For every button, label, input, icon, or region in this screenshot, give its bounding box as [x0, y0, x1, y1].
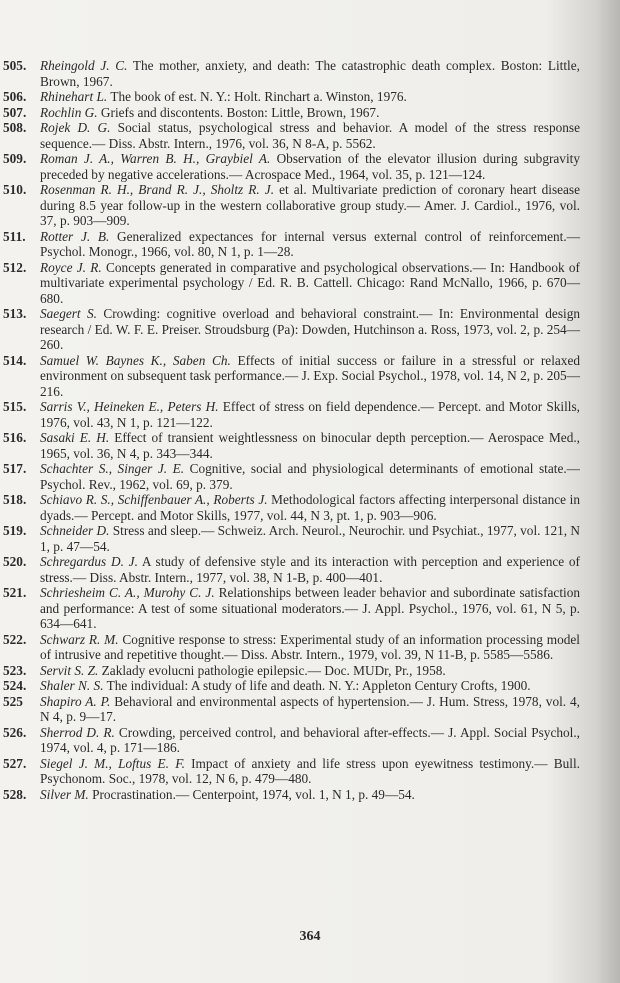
reference-text: Crowding: cognitive overload and behavioral constraint.— In: Environmental design research / Ed. W. F. E. Preiser. Stroudsburg (Pa): Dowden, Hutchinson a. Ross, 1973, vol. 2, p. 254—260. — [40, 306, 580, 352]
reference-entry — [0, 694, 620, 725]
reference-entry — [0, 678, 620, 694]
reference-author: Schachter S., Singer J. E. — [40, 461, 185, 476]
reference-number: 527. — [3, 755, 27, 771]
reference-entry — [0, 632, 620, 663]
reference-entry — [0, 229, 620, 260]
reference-entry — [0, 492, 620, 523]
reference-entry — [0, 399, 620, 430]
reference-text: Cognitive response to stress: Experimental study of an information processing model of intrusive and repetitive thought.— Diss. Abstr. Intern., 1979, vol. 39, N 11-B, p. 5585—5586. — [40, 631, 581, 662]
reference-author: Sasaki E. H. — [40, 430, 110, 445]
reference-author: Shaler N. S. — [40, 678, 104, 693]
reference-number: 512. — [3, 259, 27, 275]
reference-text: Impact of anxiety and life stress upon eyewitness testimony.— Bull. Psychonom. Soc., 1978, vol. 12, N 6, p. 479—480. — [40, 755, 580, 786]
reference-number: 521. — [3, 585, 27, 600]
reference-number: 505. — [3, 58, 27, 73]
reference-author: Rotter J. B. — [40, 228, 110, 244]
reference-author: Schriesheim C. A., Murohy C. J. — [40, 585, 215, 600]
reference-text: Observation of the elevator illusion during subgravity preceded by negative accelerations.— Acrospace Med., 1964, vol. 35, p. 121—124. — [40, 151, 580, 182]
reference-author: Schiavo R. S., Schiffenbauer A., Roberts J. — [40, 492, 268, 507]
reference-text: Stress and sleep.— Schweiz. Arch. Neurol., Neurochir. und Psychiat., 1977, vol. 121, N 1, p. 47—54. — [40, 523, 580, 554]
reference-text: Behavioral and environmental aspects of hypertension.— J. Hum. Stress, 1978, vol. 4, N 4, p. 9—17. — [40, 693, 580, 724]
reference-number: 515. — [3, 399, 27, 414]
reference-entry — [0, 787, 620, 803]
reference-text: Effects of initial success or failure in a stressful or relaxed environment on subsequent task performance.— J. Exp. Social Psychol., 1978, vol. 14, N 2, p. 205—216. — [40, 352, 580, 399]
reference-number: 526. — [3, 724, 27, 740]
reference-number: 525 — [3, 693, 23, 709]
reference-author: Schwarz R. M. — [40, 631, 119, 647]
reference-text: Zaklady evolucni pathologie epilepsic.— Doc. MUDr, Pr., 1958. — [98, 662, 446, 678]
reference-text: Relationships between leader behavior and subordinate satisfaction and performance: A test of some situational moderators.— J. Appl. Psychol., 1976, vol. 61, N 5, p. 634—641. — [40, 585, 580, 631]
reference-text: et al. Multivariate prediction of coronary heart disease during 8.5 year follow-up in the western collaborative group study.— Amer. J. Cardiol., 1976, vol. 37, p. 903—909. — [40, 182, 580, 228]
reference-entry — [0, 58, 620, 89]
reference-author: Roman J. A., Warren B. H., Graybiel A. — [40, 151, 271, 166]
reference-text: The individual: A study of life and death. N. Y.: Appleton Century Crofts, 1900. — [103, 678, 531, 693]
reference-author: Sherrod D. R. — [40, 724, 115, 740]
reference-entry — [0, 523, 620, 554]
reference-author: Schneider D. — [40, 523, 110, 538]
reference-number: 523. — [3, 662, 27, 678]
reference-number: 518. — [3, 492, 27, 507]
reference-entry — [0, 260, 620, 307]
reference-number: 511. — [3, 228, 26, 244]
reference-entry — [0, 585, 620, 632]
reference-entry — [0, 663, 620, 679]
reference-number: 514. — [3, 352, 27, 368]
reference-entry — [0, 105, 620, 121]
reference-entry — [0, 554, 620, 585]
reference-author: Siegel J. M., Loftus E. F. — [40, 755, 185, 771]
reference-number: 516. — [3, 430, 27, 445]
reference-number: 520. — [3, 554, 27, 569]
page-number: 364 — [299, 929, 321, 944]
reference-author: Rochlin G. — [40, 104, 98, 120]
reference-text: Generalized expectances for internal versus external control of reinforcement.— Psychol. Monogr., 1966, vol. 80, N 1, p. 1—28. — [40, 228, 580, 259]
reference-entry — [0, 756, 620, 787]
reference-number: 522. — [3, 631, 27, 647]
reference-number: 510. — [3, 182, 27, 197]
reference-number: 508. — [3, 120, 27, 135]
reference-text: Cognitive, social and physiological determinants of emotional state.— Psychol. Rev., 1962, vol. 69, p. 379. — [40, 461, 580, 492]
reference-entry — [0, 725, 620, 756]
reference-text: The mother, anxiety, and death: The catastrophic death complex. Boston: Little, Brown, 1967. — [40, 58, 580, 89]
reference-text: Effect of transient weightlessness on binocular depth perception.— Aerospace Med., 1965, vol. 36, N 4, p. 343—344. — [40, 430, 580, 461]
reference-author: Sarris V., Heineken E., Peters H. — [40, 399, 219, 414]
reference-text: The book of est. N. Y.: Holt. Rinchart a. Winston, 1976. — [107, 89, 407, 104]
reference-text: Effect of stress on field dependence.— Percept. and Motor Skills, 1976, vol. 43, N 1, p. 121—122. — [40, 399, 580, 430]
reference-text: Methodological factors affecting interpersonal distance in dyads.— Percept. and Motor Skills, 1977, vol. 44, N 3, pt. 1, p. 903—906. — [40, 492, 580, 523]
reference-number: 524. — [3, 678, 27, 693]
reference-number: 509. — [3, 151, 27, 166]
reference-author: Samuel W. Baynes K., Saben Ch. — [40, 352, 231, 368]
reference-number: 506. — [3, 89, 27, 104]
reference-entry — [0, 461, 620, 492]
reference-entry — [0, 353, 620, 400]
reference-author: Rosenman R. H., Brand R. J., Sholtz R. J. — [40, 182, 275, 197]
reference-number: 519. — [3, 523, 27, 538]
reference-entry — [0, 120, 620, 151]
reference-number: 517. — [3, 461, 27, 476]
reference-author: Saegert S. — [40, 306, 97, 321]
reference-text: Concepts generated in comparative and psychological observations.— In: Handbook of multivariate experimental psychology / Ed. R. B. Cattell. Chicago: Rand McNallo, 1966, p. 670—680. — [40, 259, 580, 306]
reference-number: 528. — [3, 786, 27, 802]
reference-author: Rheingold J. C. — [40, 58, 128, 73]
reference-author: Servit S. Z. — [40, 662, 99, 678]
reference-text: Social status, psychological stress and behavior. A model of the stress response sequence.— Diss. Abstr. Intern., 1976, vol. 36, N 8-A, p. 5562. — [40, 120, 581, 151]
reference-author: Rojek D. G. — [40, 120, 111, 135]
reference-number: 507. — [3, 104, 27, 120]
reference-author: Schregardus D. J. — [40, 554, 138, 569]
reference-entry — [0, 89, 620, 105]
reference-text: Crowding, perceived control, and behavioral after-effects.— J. Appl. Social Psychol., 1974, vol. 4, p. 171—186. — [40, 724, 580, 755]
reference-author: Shapiro A. P. — [40, 693, 111, 709]
reference-entry — [0, 306, 620, 353]
reference-text: Procrastination.— Centerpoint, 1974, vol. 1, N 1, p. 49—54. — [88, 786, 415, 802]
reference-list — [0, 58, 620, 802]
reference-entry — [0, 151, 620, 182]
reference-entry — [0, 182, 620, 229]
reference-text: A study of defensive style and its interaction with perception and experience of stress.— Diss. Abstr. Intern., 1977, vol. 38, N 1-B, p. 400—401. — [40, 554, 580, 585]
reference-author: Silver M. — [40, 786, 89, 802]
reference-author: Royce J. R. — [40, 259, 102, 275]
reference-number: 513. — [3, 306, 27, 321]
reference-author: Rhinehart L. — [40, 89, 108, 104]
reference-text: Griefs and discontents. Boston: Little, Brown, 1967. — [97, 104, 380, 120]
reference-entry — [0, 430, 620, 461]
